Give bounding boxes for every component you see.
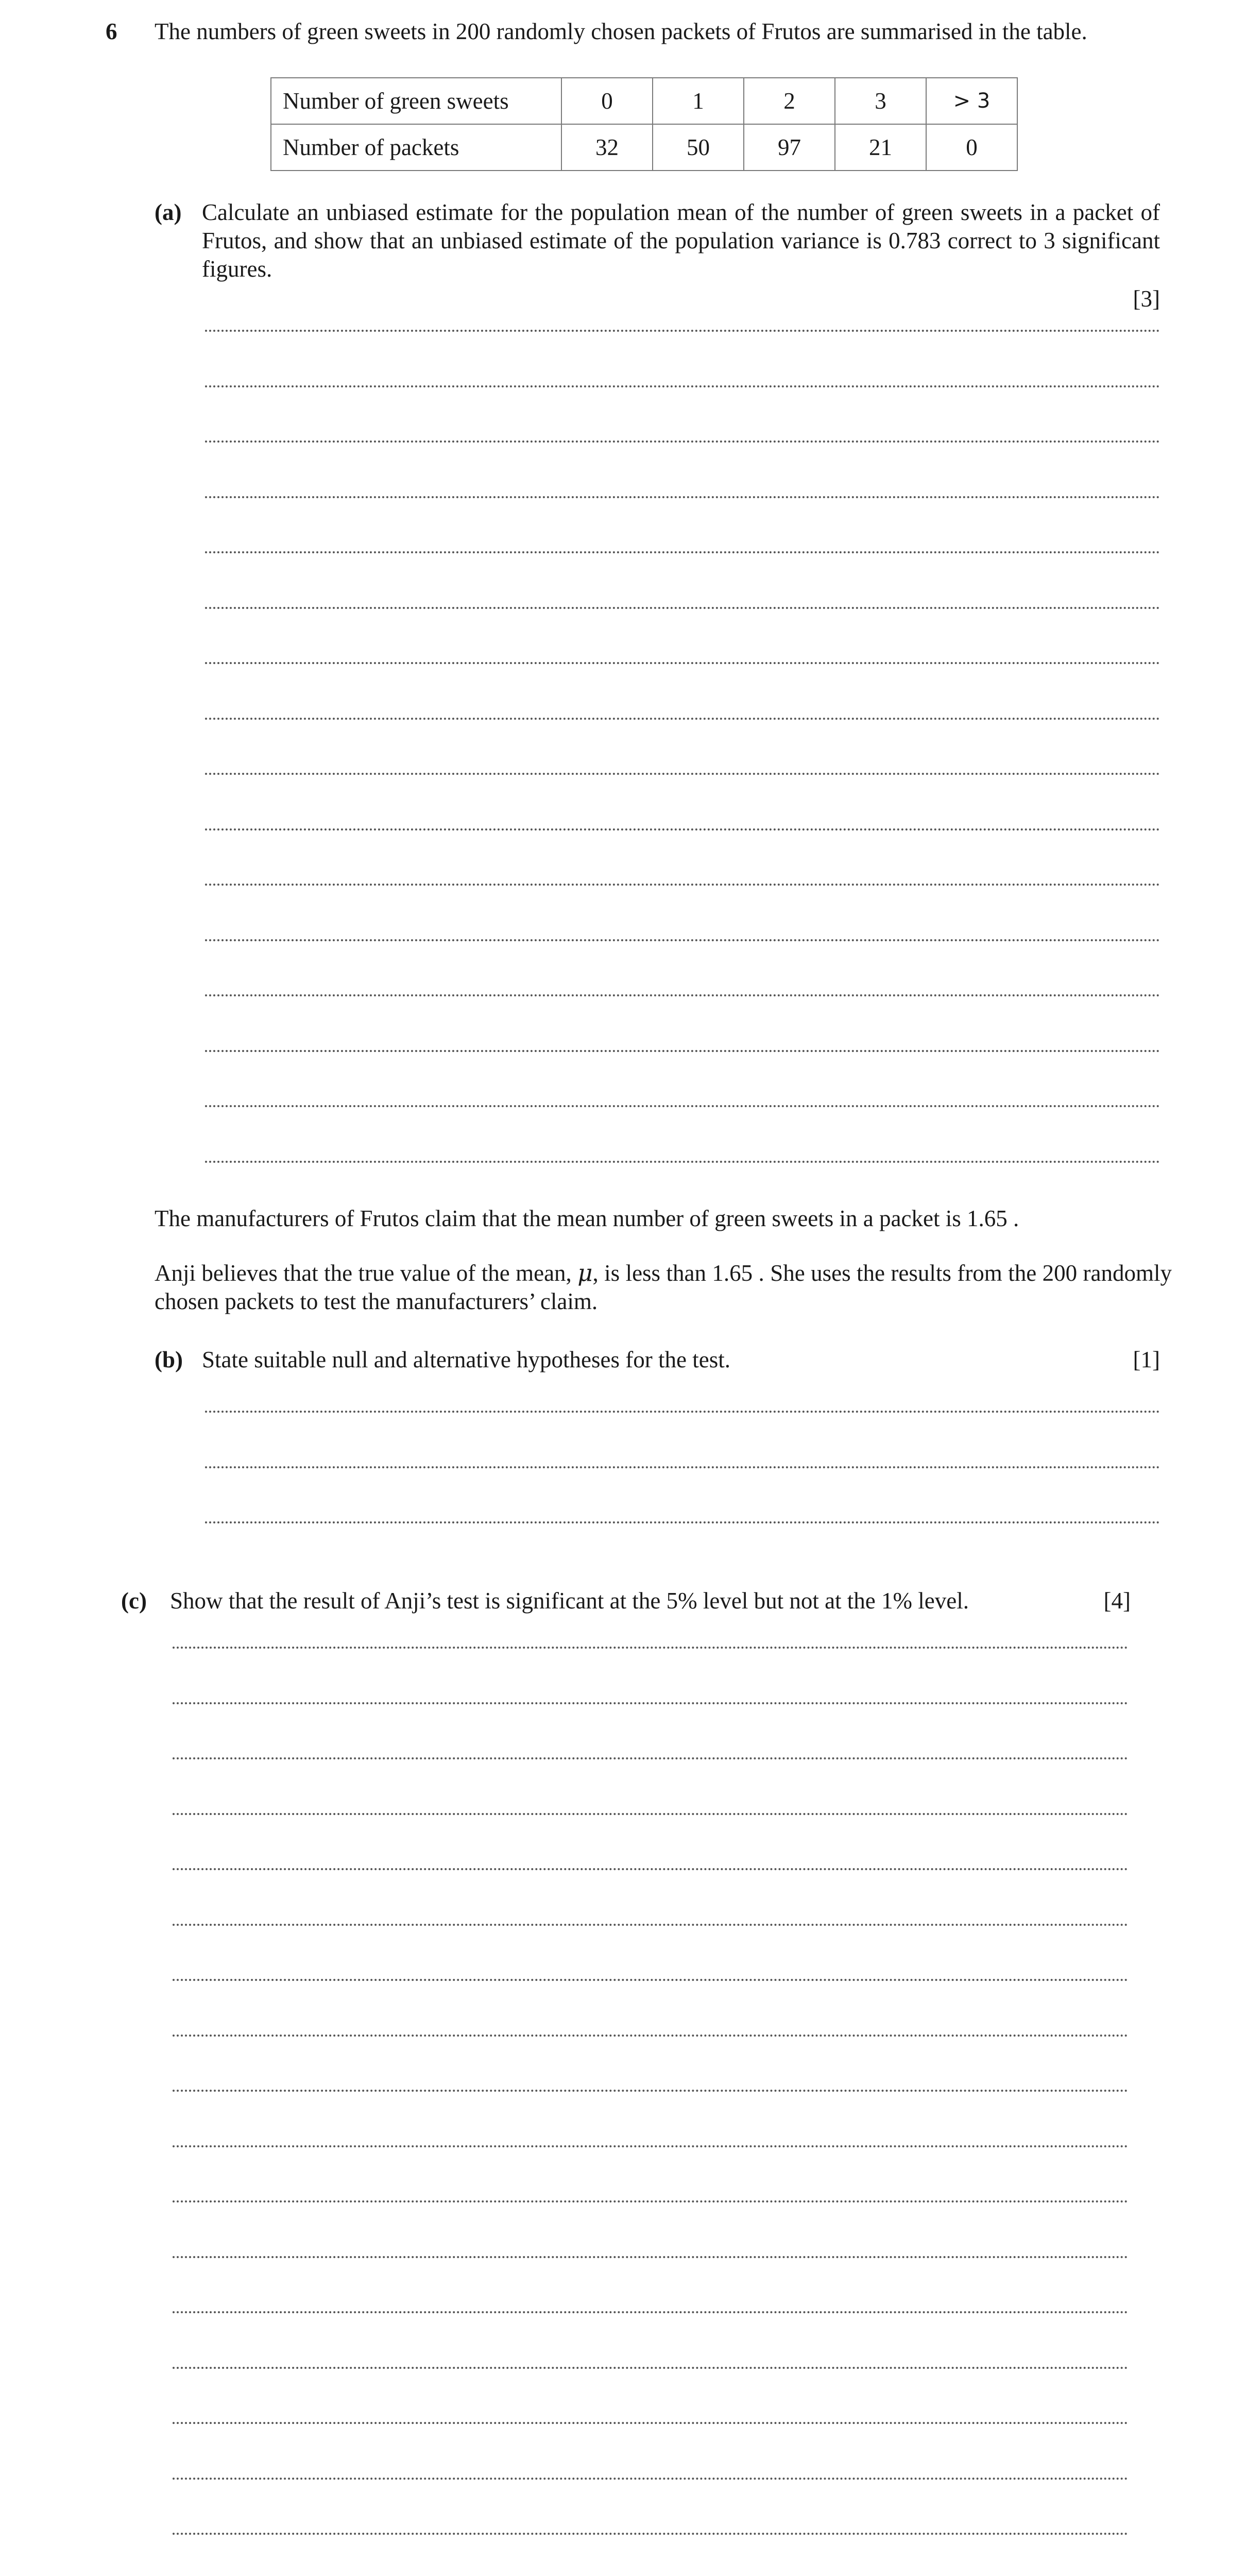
answer-line[interactable] [205,1466,1160,1468]
answer-line[interactable] [205,496,1160,498]
answer-line[interactable] [205,551,1160,553]
cell-packets-1: 50 [653,124,744,171]
answer-line[interactable] [173,1757,1128,1759]
answer-line[interactable] [205,330,1160,332]
part-b-block [202,1346,1160,1374]
mu-symbol: μ [577,1259,593,1286]
answer-line[interactable] [173,2200,1128,2202]
answer-line[interactable] [205,607,1160,609]
answer-line[interactable] [205,994,1160,996]
answer-line[interactable] [205,440,1160,443]
cell-packets-0: 32 [561,124,653,171]
question-stem: The numbers of green sweets in 200 randomly chosen packets of Frutos are summarised in the table. [155,19,1087,44]
cell-sweets-3: 3 [835,78,926,124]
context-anji-after: , is less than 1.65 . She uses the results from the 200 randomly chosen packets to test the manufacturers’ claim. [155,1260,1172,1314]
answer-line[interactable] [173,2367,1128,2369]
answer-line[interactable] [205,1161,1160,1163]
answer-line[interactable] [173,1924,1128,1926]
part-a-text: Calculate an unbiased estimate for the population mean of the number of green sweets in a packet of Frutos, and show that an unbiased estimate of the population variance is 0.783 correct to 3 significant figures. [202,199,1160,282]
answer-line[interactable] [173,2090,1128,2092]
row-header-packets: Number of packets [271,124,561,171]
answer-line[interactable] [205,1050,1160,1052]
answer-line[interactable] [205,1411,1160,1413]
cell-sweets-2: 2 [744,78,835,124]
answer-line[interactable] [205,662,1160,664]
answer-line[interactable] [205,718,1160,720]
data-table [270,77,1018,171]
answer-line[interactable] [205,773,1160,775]
answer-line[interactable] [173,2422,1128,2424]
context-anji [155,1259,1172,1316]
row-header-sweets: Number of green sweets [271,78,561,124]
cell-sweets-1: 1 [653,78,744,124]
answer-line[interactable] [173,1813,1128,1815]
answer-line[interactable] [173,1979,1128,1981]
answer-line[interactable] [173,2145,1128,2147]
answer-line[interactable] [173,2533,1128,2535]
part-c-label: (c) [121,1588,147,1614]
answer-line[interactable] [173,1702,1128,1704]
context-claim: The manufacturers of Frutos claim that the mean number of green sweets in a packet is 1.65 . [155,1206,1019,1231]
part-a-label: (a) [155,199,182,225]
part-c-marks: [4] [1103,1588,1131,1614]
answer-line[interactable] [173,2311,1128,2313]
part-a-block [202,198,1160,313]
answer-line[interactable] [173,2478,1128,2480]
answer-line[interactable] [205,1105,1160,1107]
table-row [271,124,1017,171]
cell-packets-2: 97 [744,124,835,171]
cell-packets-gt3: 0 [926,124,1017,171]
answer-line[interactable] [205,385,1160,387]
part-b-marks: [1] [1133,1347,1160,1372]
answer-line[interactable] [173,2035,1128,2037]
answer-line[interactable] [205,828,1160,831]
context-anji-before: Anji believes that the true value of the mean, [155,1260,578,1286]
part-b-label: (b) [155,1347,183,1372]
answer-line[interactable] [173,1647,1128,1649]
cell-packets-3: 21 [835,124,926,171]
answer-line[interactable] [173,1868,1128,1870]
answer-line[interactable] [173,2256,1128,2258]
answer-line[interactable] [205,884,1160,886]
part-a-marks: [3] [1133,285,1160,312]
table-row [271,78,1017,124]
cell-sweets-gt3: > 3 [926,78,1017,124]
answer-line[interactable] [205,939,1160,941]
part-c-text: Show that the result of Anji’s test is significant at the 5% level but not at the 1% level. [170,1588,969,1614]
cell-sweets-0: 0 [561,78,653,124]
part-b-text: State suitable null and alternative hypotheses for the test. [202,1347,730,1372]
question-number: 6 [106,19,117,44]
answer-line[interactable] [205,1521,1160,1523]
part-c-block [170,1587,1131,1615]
